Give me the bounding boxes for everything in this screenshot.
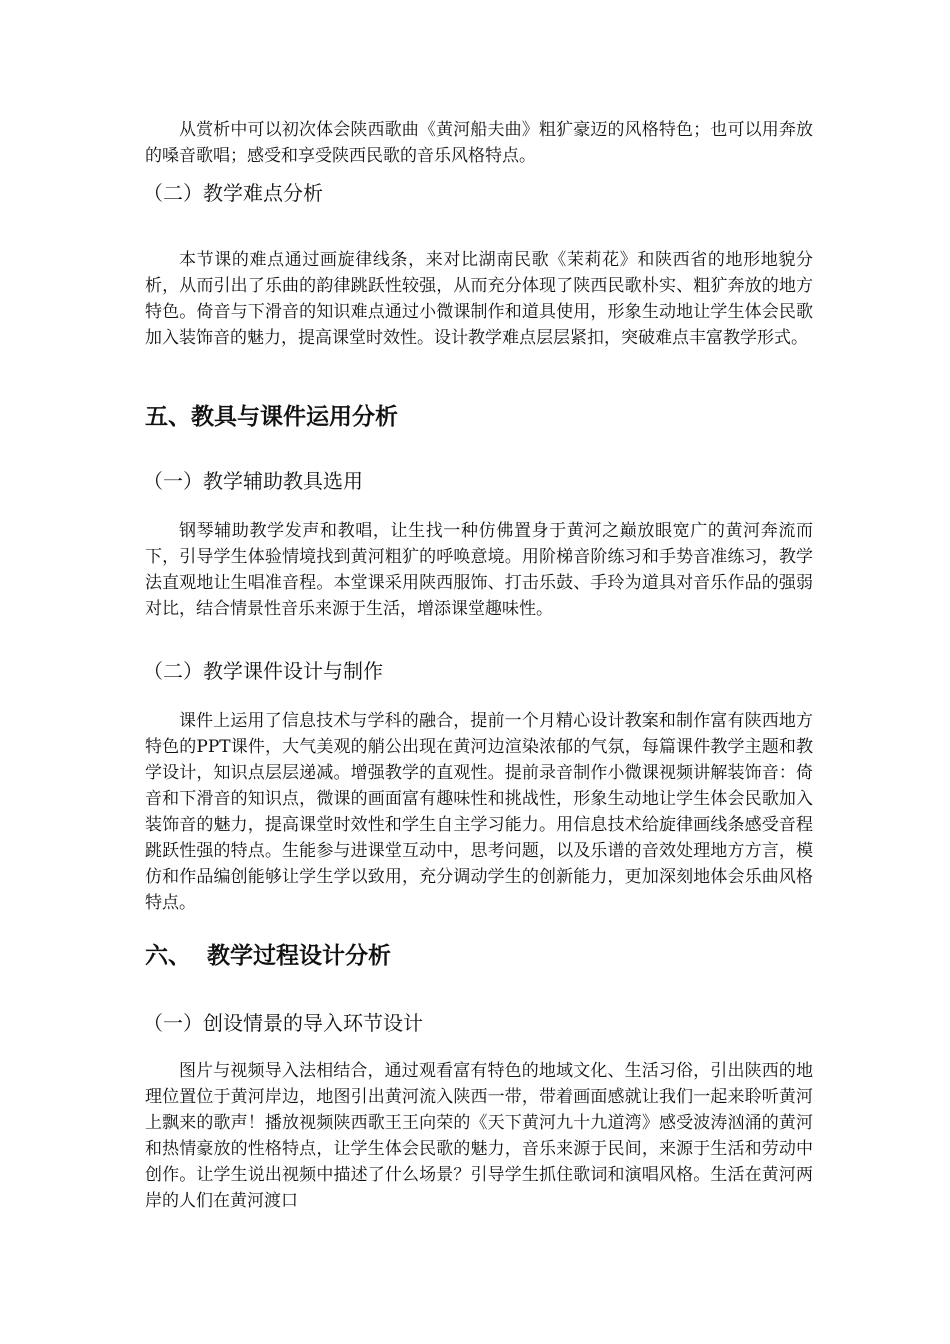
paragraph-courseware: 课件上运用了信息技术与学科的融合，提前一个月精心设计教案和制作富有陕西地方特色的PPT课件，大气美观的艄公出现在黄河边渲染浓郁的气氛，每篇课件教学主题和教学设计，知识点层层递减。增强教学的直观性。提前录音制作小微课视频讲解装饰音：倚音和下滑音的知识点，微课的画面富有趣味性和挑战性，形象生动地让学生体会民歌加入装饰音的魅力，提高课堂时效性和学生自主学习能力。用信息技术给旋律画线条感受音程跳跃性强的特点。生能参与进课堂互动中，思考问题，以及乐谱的音效处理地方方言，模仿和作品编创能够让学生学以致用，充分调动学生的创新能力，更加深刻地体会乐曲风格特点。 <box>145 711 813 913</box>
paragraph-introduction: 图片与视频导入法相结合，通过观看富有特色的地域文化、生活习俗，引出陕西的地理位置位于黄河岸边，地图引出黄河流入陕西一带，带着画面感就让我们一起来聆听黄河上飘来的歌声！播放视频陕西歌王王向荣的《天下黄河九十九道湾》感受波涛汹涌的黄河和热情豪放的性格特点，让学生体会民歌的魅力，音乐来源于民间，来源于生活和劳动中创作。让学生说出视频中描述了什么场景？引导学生抓住歌词和演唱风格。生活在黄河两岸的人们在黄河渡口 <box>145 1061 813 1211</box>
subheading-courseware: （二）教学课件设计与制作 <box>143 659 383 683</box>
subheading-teaching-aids: （一）教学辅助教具选用 <box>143 469 363 493</box>
section-heading-5: 五、教具与课件运用分析 <box>145 404 398 430</box>
paragraph-teaching-aids: 钢琴辅助教学发声和教唱，让生找一种仿佛置身于黄河之巅放眼宽广的黄河奔流而下，引导学生体验情境找到黄河粗犷的呼唤意境。用阶梯音阶练习和手势音准练习，教学法直观地让生唱准音程。本堂课采用陕西服饰、打击乐鼓、手玲为道具对音乐作品的强弱对比，结合情景性音乐来源于生活，增添课堂趣味性。 <box>145 521 813 619</box>
subheading-teaching-difficulty: （二）教学难点分析 <box>143 181 323 205</box>
section-heading-6: 六、 教学过程设计分析 <box>145 943 392 969</box>
paragraph-appreciation: 从赏析中可以初次体会陕西歌曲《黄河船夫曲》粗犷豪迈的风格特色；也可以用奔放的嗓音歌唱；感受和享受陕西民歌的音乐风格特点。 <box>145 120 813 166</box>
paragraph-difficulty: 本节课的难点通过画旋律线条，来对比湖南民歌《茉莉花》和陕西省的地形地貌分析，从而引出了乐曲的韵律跳跃性较强，从而充分体现了陕西民歌朴实、粗犷奔放的地方特色。倚音与下滑音的知识难点通过小微课制作和道具使用，形象生动地让学生体会民歌加入装饰音的魅力，提高课堂时效性。设计教学难点层层紧扣，突破难点丰富教学形式。 <box>145 250 813 348</box>
subheading-introduction: （一）创设情景的导入环节设计 <box>143 1011 423 1035</box>
